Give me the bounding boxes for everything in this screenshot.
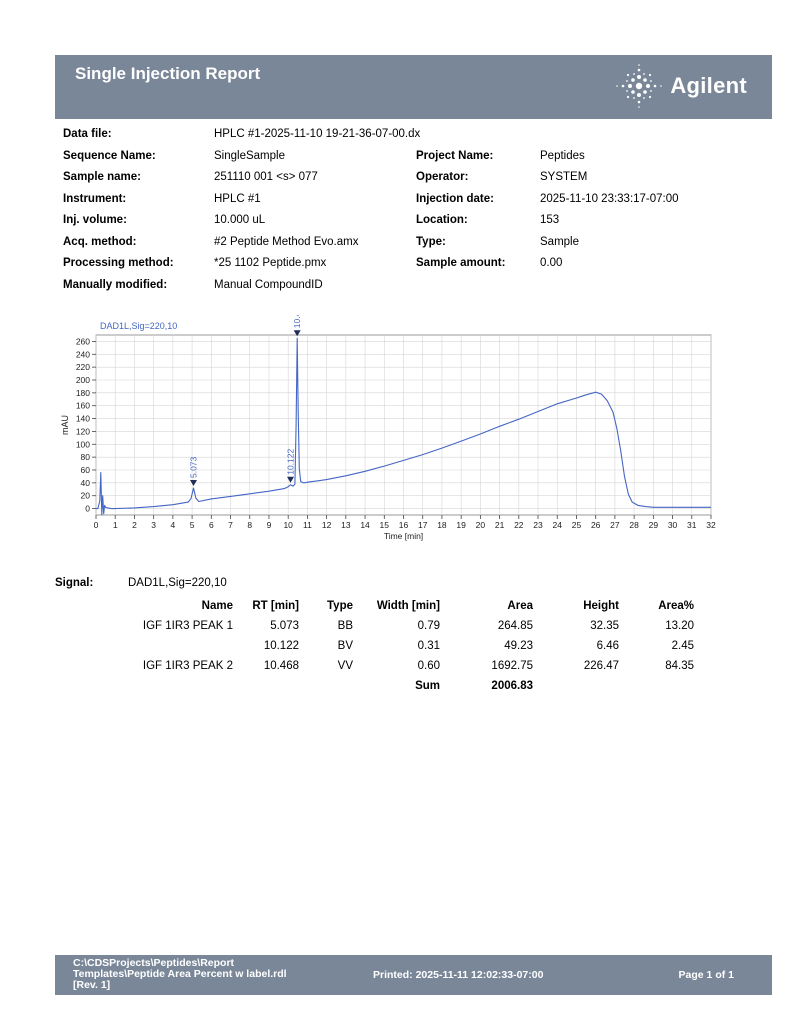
x-tick-label: 9	[266, 520, 272, 530]
meta-label: Instrument:	[63, 192, 127, 205]
peak-label: 10.122	[285, 448, 296, 475]
col-rt: RT [min]	[252, 600, 299, 612]
peak-name: IGF 1IR3 PEAK 1	[142, 620, 233, 632]
x-tick-label: 8	[247, 520, 253, 530]
y-tick-label: 220	[75, 362, 90, 373]
meta-value: Peptides	[540, 149, 585, 162]
meta-value: Manual CompoundID	[214, 278, 323, 291]
x-tick-label: 5	[189, 520, 195, 530]
meta-value: 10.000 uL	[214, 214, 266, 226]
meta-label: Project Name:	[416, 149, 494, 162]
y-tick-label: 20	[80, 490, 90, 501]
meta-value: #2 Peptide Method Evo.amx	[214, 235, 359, 248]
x-tick-label: 16	[398, 520, 409, 530]
x-tick-label: 15	[379, 520, 390, 530]
x-tick-label: 25	[571, 520, 582, 530]
x-tick-label: 17	[417, 520, 428, 530]
y-tick-label: 40	[80, 477, 90, 488]
peak-type: BB	[337, 620, 353, 632]
x-tick-label: 10	[283, 520, 293, 530]
col-width: Width [min]	[376, 600, 440, 612]
table-row	[115, 616, 694, 636]
meta-label: Data file:	[63, 128, 112, 140]
peak-width: 0.60	[417, 660, 440, 672]
x-tick-label: 2	[132, 520, 137, 530]
template-path-line: Templates\Peptide Area Percent w label.rdl	[73, 968, 287, 980]
empty-cell	[533, 676, 619, 696]
x-axis-label: Time [min]	[383, 531, 424, 541]
meta-label: Acq. method:	[63, 235, 137, 248]
x-tick-label: 27	[610, 520, 620, 530]
peak-name: IGF 1IR3 PEAK 2	[142, 660, 233, 672]
table-row	[115, 656, 694, 676]
empty-cell	[233, 676, 299, 696]
x-tick-label: 14	[360, 520, 370, 530]
col-name: Name	[201, 600, 233, 612]
x-tick-label: 23	[533, 520, 543, 530]
peak-name	[115, 636, 233, 656]
signal-value: DAD1L,Sig=220,10	[128, 577, 227, 589]
chromatogram-chart	[60, 315, 730, 545]
peak-label: 5.073	[188, 456, 199, 478]
empty-cell	[299, 676, 353, 696]
peak-rt: 10.468	[263, 660, 299, 672]
x-tick-label: 11	[302, 520, 312, 530]
meta-value: 251110 001 <s> 077	[214, 171, 318, 183]
peak-height: 32.35	[590, 620, 619, 632]
table-row	[115, 636, 694, 656]
y-tick-label: 160	[75, 400, 90, 411]
col-height: Height	[583, 600, 619, 612]
x-tick-label: 13	[341, 520, 351, 530]
peak-type: BV	[337, 640, 353, 652]
meta-value: *25 1102 Peptide.pmx	[214, 257, 327, 269]
sum-row	[115, 676, 694, 696]
peak-table	[115, 596, 694, 696]
template-path-line: C:\CDSProjects\Peptides\Report	[73, 957, 235, 969]
report-footer	[55, 955, 772, 995]
agilent-logo	[614, 63, 747, 109]
y-tick-label: 260	[75, 336, 90, 347]
meta-value: Sample	[540, 235, 579, 248]
x-tick-label: 7	[228, 520, 233, 530]
x-tick-label: 29	[648, 520, 659, 530]
meta-value: HPLC #1	[214, 192, 261, 205]
meta-label: Type:	[416, 235, 446, 248]
sum-label: Sum	[415, 680, 440, 692]
peak-type: VV	[337, 660, 353, 672]
meta-label: Processing method:	[63, 257, 174, 269]
x-tick-label: 19	[456, 520, 466, 530]
peak-table-header	[115, 596, 694, 616]
meta-label: Location:	[416, 214, 468, 226]
meta-value: 153	[540, 214, 560, 226]
signal-label: Signal:	[55, 577, 94, 589]
template-path	[73, 958, 287, 991]
chromatogram-svg	[60, 315, 730, 545]
printed-timestamp: Printed: 2025-11-11 12:02:33-07:00	[373, 969, 544, 981]
x-tick-label: 21	[494, 520, 505, 530]
peak-area: 1692.75	[491, 660, 533, 672]
meta-label: Manually modified:	[63, 278, 168, 291]
page-number: Page 1 of 1	[678, 969, 734, 981]
meta-label: Operator:	[416, 171, 469, 183]
peak-width: 0.31	[417, 640, 440, 652]
x-tick-label: 26	[590, 520, 601, 530]
x-tick-label: 18	[437, 520, 447, 530]
x-tick-label: 28	[629, 520, 639, 530]
y-tick-label: 240	[75, 349, 90, 360]
empty-cell	[619, 676, 694, 696]
template-revision: [Rev. 1]	[73, 979, 111, 991]
x-tick-label: 3	[151, 520, 157, 530]
y-tick-label: 120	[75, 426, 90, 437]
peak-height: 6.46	[596, 640, 619, 652]
meta-label: Injection date:	[416, 192, 494, 205]
meta-value: SYSTEM	[540, 171, 588, 183]
x-tick-label: 22	[514, 520, 524, 530]
meta-value: SingleSample	[214, 149, 285, 162]
peak-rt: 5.073	[270, 620, 299, 632]
spark-logo-icon	[614, 63, 664, 109]
x-tick-label: 1	[112, 520, 118, 530]
meta-value: 2025-11-10 23:33:17-07:00	[540, 192, 679, 205]
x-tick-label: 12	[321, 520, 332, 530]
x-tick-label: 6	[208, 520, 214, 530]
peak-rt: 10.122	[263, 640, 299, 652]
empty-cell	[115, 676, 233, 696]
x-tick-label: 4	[170, 520, 176, 530]
y-tick-label: 200	[75, 375, 90, 385]
peak-area-percent: 2.45	[671, 640, 694, 652]
x-tick-label: 30	[667, 520, 678, 530]
peak-height: 226.47	[583, 660, 619, 672]
peak-label: 10.468	[292, 315, 303, 329]
y-tick-label: 0	[85, 503, 90, 514]
x-tick-label: 31	[687, 520, 697, 530]
meta-label: Sample amount:	[416, 257, 506, 269]
chart-title: DAD1L,Sig=220,10	[100, 321, 178, 331]
brand-name: Agilent	[670, 73, 747, 98]
report-header	[55, 55, 772, 119]
y-tick-label: 60	[80, 465, 90, 475]
x-tick-label: 24	[552, 520, 562, 530]
sum-value: 2006.83	[491, 680, 533, 692]
y-tick-label: 180	[75, 387, 90, 398]
y-axis-label: mAU	[60, 415, 70, 435]
col-area: Area	[507, 600, 533, 612]
meta-value: 0.00	[540, 257, 563, 269]
y-tick-label: 80	[80, 452, 90, 463]
col-area-percent: Area%	[658, 600, 694, 612]
meta-label: Inj. volume:	[63, 214, 127, 226]
meta-value: HPLC #1-2025-11-10 19-21-36-07-00.dx	[214, 128, 421, 140]
meta-label: Sequence Name:	[63, 149, 156, 162]
col-type: Type	[327, 600, 353, 612]
peak-area: 49.23	[504, 640, 533, 652]
y-tick-label: 100	[75, 439, 90, 450]
x-tick-label: 0	[93, 520, 99, 530]
x-tick-label: 20	[475, 520, 486, 530]
meta-label: Sample name:	[63, 171, 141, 183]
peak-area: 264.85	[497, 620, 533, 632]
report-title: Single Injection Report	[75, 64, 261, 83]
y-tick-label: 140	[75, 413, 90, 424]
peak-area-percent: 84.35	[665, 660, 694, 672]
peak-area-percent: 13.20	[665, 620, 694, 632]
peak-width: 0.79	[417, 620, 440, 632]
x-tick-label: 32	[706, 520, 716, 530]
